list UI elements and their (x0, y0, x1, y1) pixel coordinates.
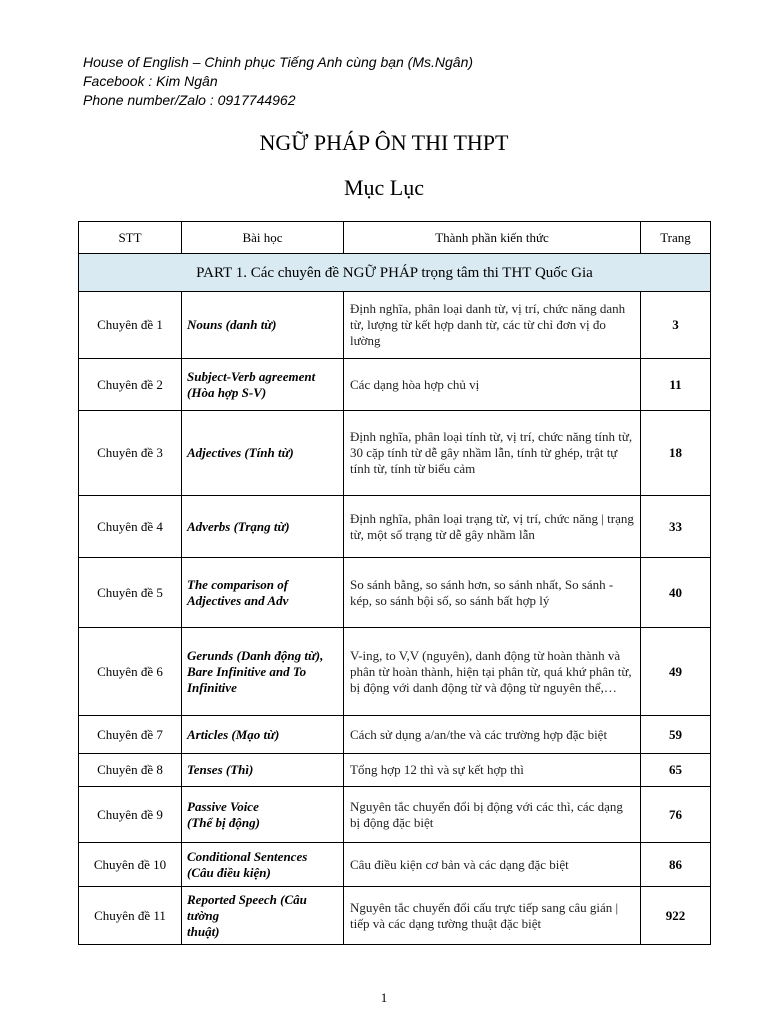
row-knowledge: Nguyên tắc chuyển đổi bị động với các thì, các dạng bị động đặc biệt (344, 787, 641, 843)
table-row (79, 411, 711, 496)
row-lesson (182, 411, 344, 496)
row-lesson (182, 628, 344, 716)
row-knowledge: Định nghĩa, phân loại danh từ, vị trí, chức năng danh từ, lượng từ kết hợp danh từ, các từ chỉ đơn vị đo lường (344, 292, 641, 359)
row-lesson (182, 843, 344, 887)
header-line-facebook: Facebook : Kim Ngân (83, 73, 218, 89)
row-page-number: 86 (641, 843, 711, 887)
row-knowledge: V-ing, to V,V (nguyên), danh động từ hoàn thành và phân từ hoàn thành, hiện tại phân từ, quá khứ phân từ, bị động với danh động từ và động từ nguyên thể,… (344, 628, 641, 716)
row-knowledge: Định nghĩa, phân loại trạng từ, vị trí, chức năng | trạng từ, một số trạng từ dễ gây nhầm lẫn (344, 496, 641, 558)
row-page-number: 33 (641, 496, 711, 558)
row-page-number: 49 (641, 628, 711, 716)
row-topic-number: Chuyên đề 2 (79, 359, 182, 411)
row-page-number: 59 (641, 716, 711, 754)
lesson-subtitle: thuật) (187, 923, 220, 939)
row-lesson (182, 787, 344, 843)
lesson-title: Gerunds (Danh động từ), Bare Infinitive and To Infinitive (187, 647, 324, 695)
table-of-contents-heading: Mục Lục (343, 175, 425, 200)
row-knowledge: Nguyên tắc chuyển đổi cấu trực tiếp sang câu gián | tiếp và các dạng tường thuật đặc biệt (344, 887, 641, 945)
row-knowledge: Định nghĩa, phân loại tính từ, vị trí, chức năng tính từ, 30 cặp tính từ dễ gây nhầm lẫn, tính từ ghép, trật tự tính từ, tính từ biểu cảm (344, 411, 641, 496)
lesson-title: Conditional Sentences (187, 848, 308, 864)
header-line-brand: House of English – Chinh phục Tiếng Anh cùng bạn (Ms.Ngân) (83, 54, 474, 70)
table-row (79, 887, 711, 945)
table-row (79, 496, 711, 558)
row-knowledge: Câu điều kiện cơ bản và các dạng đặc biệt (344, 843, 641, 887)
table-row (79, 628, 711, 716)
row-lesson (182, 359, 344, 411)
row-lesson (182, 754, 344, 787)
lesson-title: Nouns (danh từ) (187, 317, 277, 332)
lesson-subtitle: (Hòa hợp S-V) (187, 384, 267, 400)
table-row (79, 558, 711, 628)
row-knowledge: Cách sử dụng a/an/the và các trường hợp đặc biệt (344, 716, 641, 754)
column-header-stt: STT (79, 222, 182, 254)
row-page-number: 76 (641, 787, 711, 843)
lesson-title: Passive Voice (187, 798, 259, 814)
row-page-number: 65 (641, 754, 711, 787)
row-topic-number: Chuyên đề 3 (79, 411, 182, 496)
row-page-number: 922 (641, 887, 711, 945)
column-header-lesson: Bài học (182, 222, 344, 254)
lesson-title: Adverbs (Trạng từ) (187, 518, 290, 534)
row-topic-number: Chuyên đề 5 (79, 558, 182, 628)
table-row (79, 787, 711, 843)
row-lesson (182, 292, 344, 359)
row-topic-number: Chuyên đề 7 (79, 716, 182, 754)
row-topic-number: Chuyên đề 11 (79, 887, 182, 945)
table-of-contents (78, 221, 711, 945)
row-topic-number: Chuyên đề 9 (79, 787, 182, 843)
row-knowledge: Tổng hợp 12 thì và sự kết hợp thì (344, 754, 641, 787)
part-heading: PART 1. Các chuyên đề NGỮ PHÁP trọng tâm thi THT Quốc Gia (79, 254, 711, 292)
column-header-page: Trang (641, 222, 711, 254)
document-title: NGỮ PHÁP ÔN THI THPT (259, 130, 509, 155)
lesson-subtitle: (Câu điều kiện) (187, 864, 271, 880)
row-topic-number: Chuyên đề 4 (79, 496, 182, 558)
row-topic-number: Chuyên đề 8 (79, 754, 182, 787)
lesson-title: Adjectives (Tính từ) (187, 445, 294, 460)
row-page-number: 11 (641, 359, 711, 411)
table-row (79, 843, 711, 887)
table-row (79, 292, 711, 359)
row-topic-number: Chuyên đề 10 (79, 843, 182, 887)
row-page-number: 18 (641, 411, 711, 496)
page-number: 1 (380, 990, 388, 1005)
row-page-number: 3 (641, 292, 711, 359)
header-line-phone: Phone number/Zalo : 0917744962 (83, 92, 296, 108)
row-lesson (182, 496, 344, 558)
lesson-title: Tenses (Thì) (187, 762, 254, 777)
row-knowledge: Các dạng hòa hợp chủ vị (344, 359, 641, 411)
row-topic-number: Chuyên đề 1 (79, 292, 182, 359)
row-knowledge: So sánh bằng, so sánh hơn, so sánh nhất, So sánh - kép, so sánh bội số, so sánh bất hợp lý (344, 558, 641, 628)
column-header-knowledge: Thành phần kiến thức (344, 222, 641, 254)
lesson-title: Reported Speech (Câu tường (187, 891, 307, 923)
row-lesson (182, 558, 344, 628)
row-lesson (182, 716, 344, 754)
row-topic-number: Chuyên đề 6 (79, 628, 182, 716)
row-lesson (182, 887, 344, 945)
row-page-number: 40 (641, 558, 711, 628)
table-row (79, 359, 711, 411)
lesson-title: The comparison of Adjectives and Adv (187, 576, 289, 608)
document-header (83, 53, 473, 110)
lesson-title: Articles (Mạo từ) (187, 726, 280, 742)
lesson-subtitle: (Thể bị động) (187, 814, 260, 830)
part-heading-row (79, 254, 711, 292)
table-header-row (79, 222, 711, 254)
table-row (79, 716, 711, 754)
lesson-title: Subject-Verb agreement (187, 368, 316, 384)
table-row (79, 754, 711, 787)
